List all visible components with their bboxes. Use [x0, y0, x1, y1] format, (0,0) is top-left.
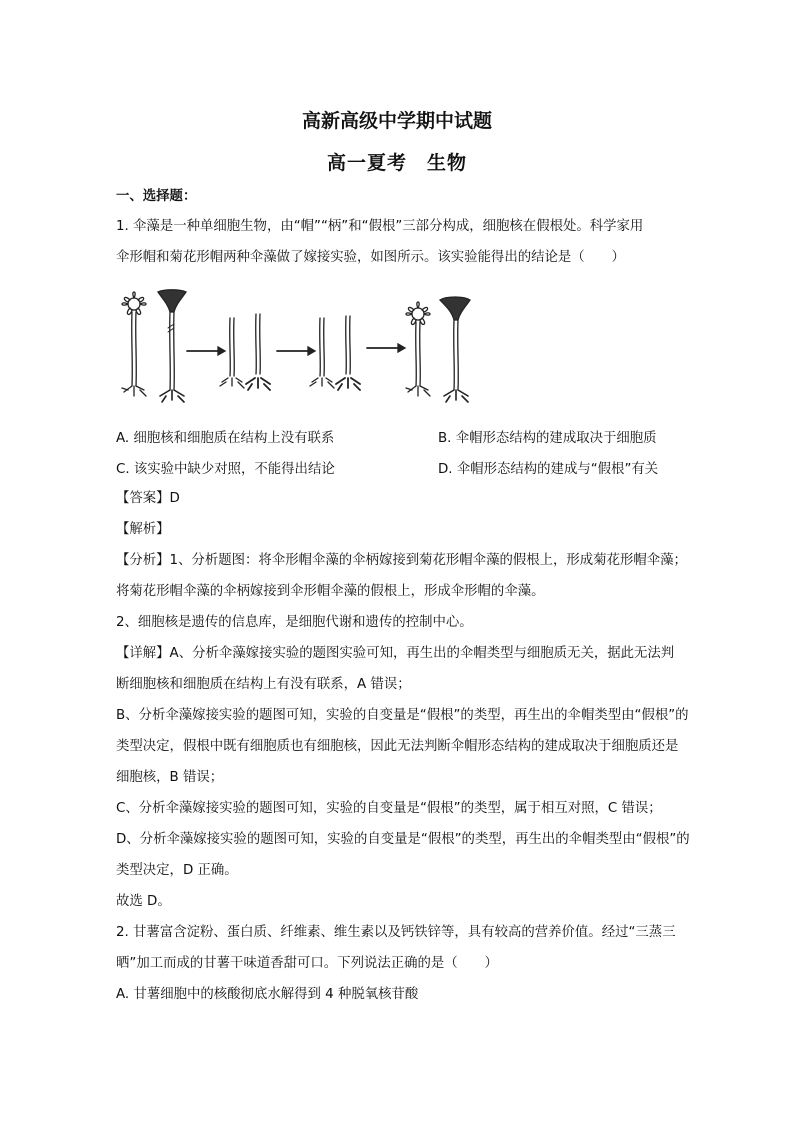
q1-analysis-line: 类型决定，D 正确。	[116, 863, 238, 878]
q1-analysis-line: D、分析伞藻嫁接实验的题图可知，实验的自变量是“假根”的类型，再生出的伞帽类型由“假根”的	[116, 832, 690, 847]
grafted-stalk-on-umbrella-root	[246, 314, 270, 390]
q1-analysis-line: C、分析伞藻嫁接实验的题图可知，实验的自变量是“假根”的类型，属于相互对照，C 错误；	[116, 801, 662, 816]
algae-umbrella-cap-regenerated	[440, 297, 470, 402]
q1-stem-line: 1. 伞藻是一种单细胞生物，由“帽”“柄”和“假根”三部分构成，细胞核在假根处。科学家用	[116, 219, 644, 234]
q1-analysis-line: 将菊花形帽伞藻的伞柄嫁接到伞形帽伞藻的假根上，形成伞形帽的伞藻。	[116, 584, 545, 599]
algae-umbrella-cap-intact	[158, 290, 186, 402]
arrow-icon	[187, 347, 225, 355]
q1-stem-line: 伞形帽和菊花形帽两种伞藻做了嫁接实验，如图所示。该实验能得出的结论是（ ）	[116, 250, 625, 265]
q1-option-a: A. 细胞核和细胞质在结构上没有联系	[116, 431, 335, 446]
q1-answer: 【答案】D	[116, 491, 180, 506]
exam-title: 高新高级中学期中试题	[301, 110, 492, 132]
regrowing-stalk-flower-root	[310, 318, 334, 388]
q2-option-a: A. 甘薯细胞中的核酸彻底水解得到 4 种脱氧核苷酸	[116, 987, 419, 1002]
q1-option-d: D. 伞帽形态结构的建成与“假根”有关	[438, 462, 659, 477]
q1-analysis-line: 断细胞核和细胞质在结构上有没有联系，A 错误；	[116, 677, 411, 692]
q1-analysis-line: 故选 D。	[116, 894, 171, 909]
q1-option-b: B. 伞帽形态结构的建成取决于细胞质	[438, 431, 657, 446]
exam-subtitle: 高一夏考 生物	[326, 152, 467, 174]
q1-analysis-line: 【详解】A、分析伞藻嫁接实验的题图实验可知，再生出的伞帽类型与细胞质无关，据此无法判	[116, 646, 675, 661]
algae-flower-cap-regenerated	[406, 302, 430, 396]
grafting-experiment-figure	[112, 286, 492, 411]
grafted-stalk-on-flower-root	[220, 318, 244, 388]
algae-flower-cap-intact	[122, 292, 146, 396]
q2-stem-line: 晒”加工而成的甘薯干味道香甜可口。下列说法正确的是（ ）	[116, 956, 498, 971]
q1-analysis-line: 细胞核，B 错误；	[116, 770, 224, 785]
q1-analysis-line: 类型决定，假根中既有细胞质也有细胞核，因此无法判断伞帽形态结构的建成取决于细胞质还是	[116, 739, 679, 754]
q1-analysis-line: 【分析】1、分析题图：将伞形帽伞藻的伞柄嫁接到菊花形帽伞藻的假根上，形成菊花形帽伞藻；	[116, 553, 687, 568]
q1-option-c: C. 该实验中缺少对照，不能得出结论	[116, 462, 335, 477]
q2-stem-line: 2. 甘薯富含淀粉、蛋白质、纤维素、维生素以及钙铁锌等，具有较高的营养价值。经过“三蒸三	[116, 925, 676, 940]
arrow-icon	[367, 344, 405, 352]
regrowing-stalk-umbrella-root	[336, 316, 360, 390]
q1-analysis-line: 2、细胞核是遗传的信息库，是细胞代谢和遗传的控制中心。	[116, 615, 473, 630]
arrow-icon	[277, 347, 315, 355]
section-heading: 一、选择题：	[116, 188, 197, 204]
q1-analysis-line: B、分析伞藻嫁接实验的题图可知，实验的自变量是“假根”的类型，再生出的伞帽类型由“假根”的	[116, 708, 689, 723]
q1-analysis-label: 【解析】	[116, 522, 170, 537]
